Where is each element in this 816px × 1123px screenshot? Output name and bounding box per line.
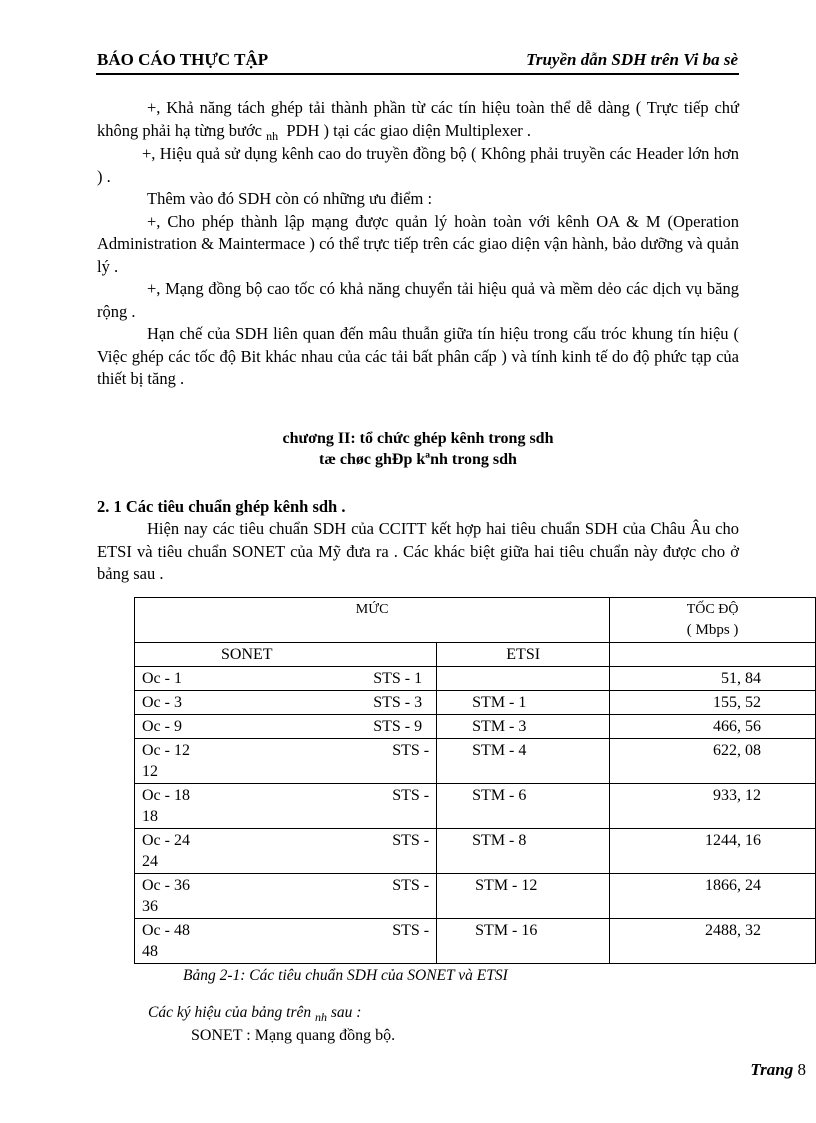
etsi-cell: STM - 1 <box>437 691 610 715</box>
sonet-cell: Oc - 36 STS - 36 <box>135 874 437 919</box>
header-empty <box>610 643 816 667</box>
paragraph-4: +, Cho phép thành lập mạng được quản lý hoàn toàn với kênh OA & M (Operation Administration & Maintermace ) có thể trực tiếp trên các giao diện vận hành, bảo dưỡng và quản lý . <box>97 211 739 276</box>
sonet-definition: SONET : Mạng quang đồng bộ. <box>191 1027 396 1044</box>
header-title-right: Truyền dẫn SDH trên Vi ba sè <box>526 50 738 69</box>
chapter-line-2: tæ chøc ghÐp kªnh trong sdh <box>319 451 517 468</box>
table-row <box>135 667 816 691</box>
rate-cell: 51, 84 <box>610 667 816 691</box>
page-number: Trang 8 <box>750 1060 806 1079</box>
etsi-cell: STM - 8 <box>437 829 610 874</box>
table-row <box>135 874 816 919</box>
header-level: MỨC <box>135 598 610 643</box>
header-sonet: SONET <box>135 643 437 667</box>
etsi-cell: STM - 12 <box>437 874 610 919</box>
table-row <box>135 919 816 964</box>
rate-cell: 466, 56 <box>610 715 816 739</box>
sonet-cell: Oc - 18 STS - 18 <box>135 784 437 829</box>
intro-text <box>97 97 739 391</box>
etsi-cell <box>437 667 610 691</box>
subscript-nh: nh <box>315 1010 328 1024</box>
sonet-cell: Oc - 24 STS - 24 <box>135 829 437 874</box>
table-subheader-row <box>135 643 816 667</box>
rate-cell: 622, 08 <box>610 739 816 784</box>
paragraph-1: +, Khả năng tách ghép tải thành phần từ các tín hiệu toàn thể dễ dàng ( Trực tiếp chứ không phải hạ từng bước $_{nh}$ PDH ) tại các giao diện Multiplexer . <box>97 98 739 143</box>
section-text <box>97 518 739 586</box>
chapter-heading <box>97 428 739 470</box>
etsi-cell: STM - 4 <box>437 739 610 784</box>
etsi-cell: STM - 16 <box>437 919 610 964</box>
rate-cell: 155, 52 <box>610 691 816 715</box>
subscript-nh: nh <box>266 128 279 143</box>
table-row <box>135 739 816 784</box>
header-title-left: BÁO CÁO THỰC TẬP <box>97 50 269 69</box>
etsi-cell: STM - 6 <box>437 784 610 829</box>
sonet-cell: Oc - 9 STS - 9 <box>135 715 437 739</box>
section-paragraph: Hiện nay các tiêu chuẩn SDH của CCITT kết hợp hai tiêu chuẩn SDH của Châu Âu cho ETSI và tiêu chuẩn SONET của Mỹ đưa ra . Các khác biệt giữa hai tiêu chuẩn này được cho ở bảng sau . <box>97 519 739 583</box>
sonet-cell: Oc - 1 STS - 1 <box>135 667 437 691</box>
etsi-cell: STM - 3 <box>437 715 610 739</box>
rate-cell: 933, 12 <box>610 784 816 829</box>
header-etsi: ETSI <box>437 643 610 667</box>
notation-note: Các ký hiệu của bảng trên $_{nh}$ sau : <box>148 1004 362 1024</box>
sonet-cell: Oc - 3 STS - 3 <box>135 691 437 715</box>
section-heading: 2. 1 Các tiêu chuẩn ghép kênh sdh . <box>97 497 346 516</box>
rate-cell: 2488, 32 <box>610 919 816 964</box>
paragraph-6: Hạn chế của SDH liên quan đến mâu thuẫn giữa tín hiệu trong cấu tróc khung tín hiệu ( Việc ghép các tốc độ Bit khác nhau của các tải bất phân cấp ) và tính kinh tế do độ phức tạp của thiết bị tăng . <box>97 324 739 388</box>
table-row <box>135 715 816 739</box>
standards-table <box>134 597 816 964</box>
table-row <box>135 691 816 715</box>
rate-cell: 1866, 24 <box>610 874 816 919</box>
sonet-cell: Oc - 48 STS - 48 <box>135 919 437 964</box>
paragraph-2: +, Hiệu quả sử dụng kênh cao do truyền đồng bộ ( Không phải truyền các Header lớn hơn ) . <box>97 144 739 186</box>
sonet-cell: Oc - 12 STS - 12 <box>135 739 437 784</box>
paragraph-5: +, Mạng đồng bộ cao tốc có khả năng chuyển tải hiệu quả và mềm dẻo các dịch vụ băng rộng . <box>97 279 739 321</box>
rate-cell: 1244, 16 <box>610 829 816 874</box>
header-rate: TỐC ĐỘ ( Mbps ) <box>610 598 816 643</box>
paragraph-3: Thêm vào đó SDH còn có những ưu điểm : <box>147 189 433 208</box>
header-divider <box>96 73 739 75</box>
table-row <box>135 829 816 874</box>
table-caption: Bảng 2-1: Các tiêu chuẩn SDH của SONET và ETSI <box>183 967 508 984</box>
table-header-row <box>135 598 816 643</box>
table-row <box>135 784 816 829</box>
chapter-line-1: chương II: tổ chức ghép kênh trong sdh <box>282 430 554 447</box>
